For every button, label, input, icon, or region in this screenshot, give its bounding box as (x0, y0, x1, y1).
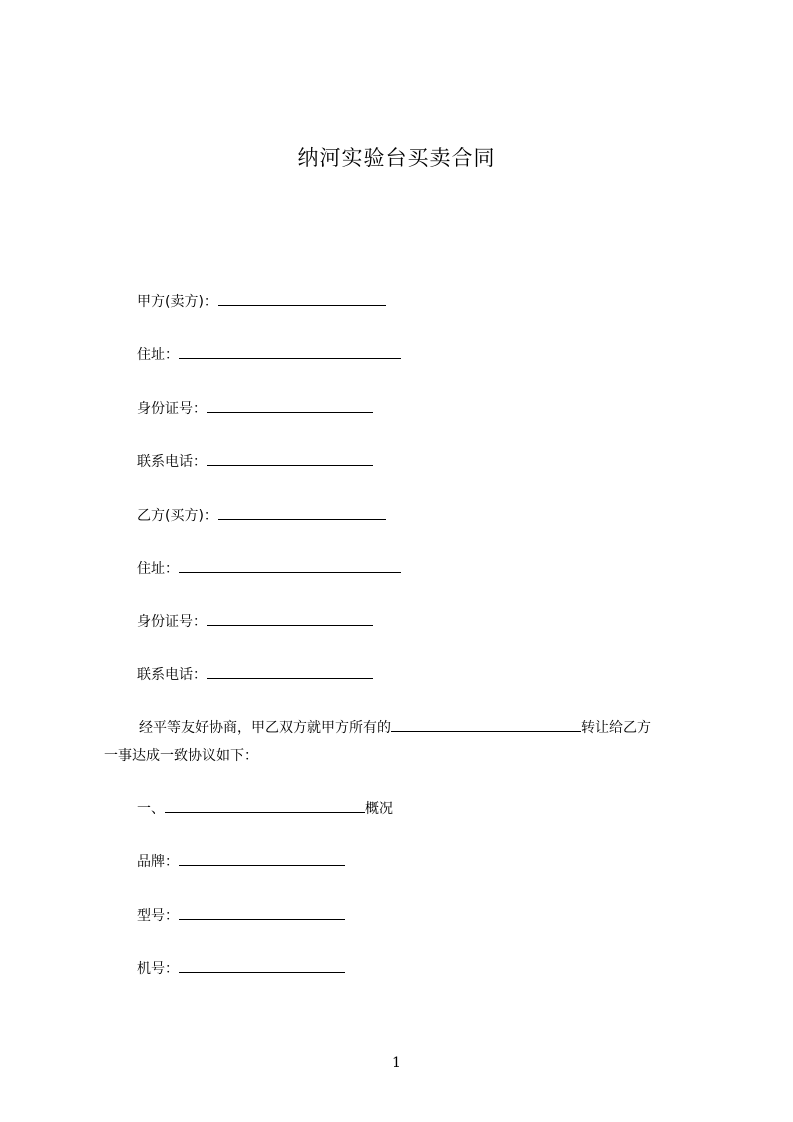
party-b-id-field (137, 611, 373, 632)
party-a-address-field (137, 344, 401, 365)
intro-text-1: 经平等友好协商，甲乙双方就甲方所有的 (139, 720, 391, 736)
document-title: 纳河实验台买卖合同 (297, 146, 496, 170)
party-a-phone-field (137, 451, 373, 472)
party-a-address-label: 住址： (137, 347, 179, 363)
serial-blank (179, 958, 345, 973)
intro-paragraph (104, 714, 704, 770)
party-b-phone-field (137, 664, 373, 685)
brand-label: 品牌： (137, 854, 179, 870)
model-blank (179, 905, 345, 920)
model-label: 型号： (137, 908, 179, 924)
party-b-phone-blank (207, 664, 373, 679)
intro-text-2: 转让给乙方 (581, 720, 651, 736)
party-b-id-label: 身份证号： (137, 614, 207, 630)
party-a-id-field (137, 398, 373, 419)
section1-suffix: 概况 (365, 801, 393, 817)
party-a-field (137, 291, 386, 312)
party-b-label: 乙方(买方)： (137, 508, 218, 524)
party-a-blank (218, 291, 386, 306)
party-b-address-field (137, 558, 401, 579)
party-b-phone-label: 联系电话： (137, 667, 207, 683)
party-a-id-label: 身份证号： (137, 401, 207, 417)
party-b-address-blank (179, 558, 401, 573)
section1-blank (165, 798, 365, 813)
section1-heading (137, 798, 393, 819)
party-b-blank (218, 505, 386, 520)
intro-blank (391, 717, 581, 732)
model-field (137, 905, 345, 926)
party-a-label: 甲方(卖方)： (137, 294, 218, 310)
party-a-id-blank (207, 398, 373, 413)
serial-field (137, 958, 345, 979)
brand-blank (179, 851, 345, 866)
party-b-id-blank (207, 611, 373, 626)
brand-field (137, 851, 345, 872)
serial-label: 机号： (137, 961, 179, 977)
party-b-address-label: 住址： (137, 561, 179, 577)
intro-text-3: 一事达成一致协议如下： (104, 748, 258, 764)
party-b-field (137, 505, 386, 526)
party-a-phone-blank (207, 451, 373, 466)
party-a-phone-label: 联系电话： (137, 454, 207, 470)
section1-prefix: 一、 (137, 801, 165, 817)
party-a-address-blank (179, 344, 401, 359)
page-number: 1 (392, 1055, 401, 1071)
